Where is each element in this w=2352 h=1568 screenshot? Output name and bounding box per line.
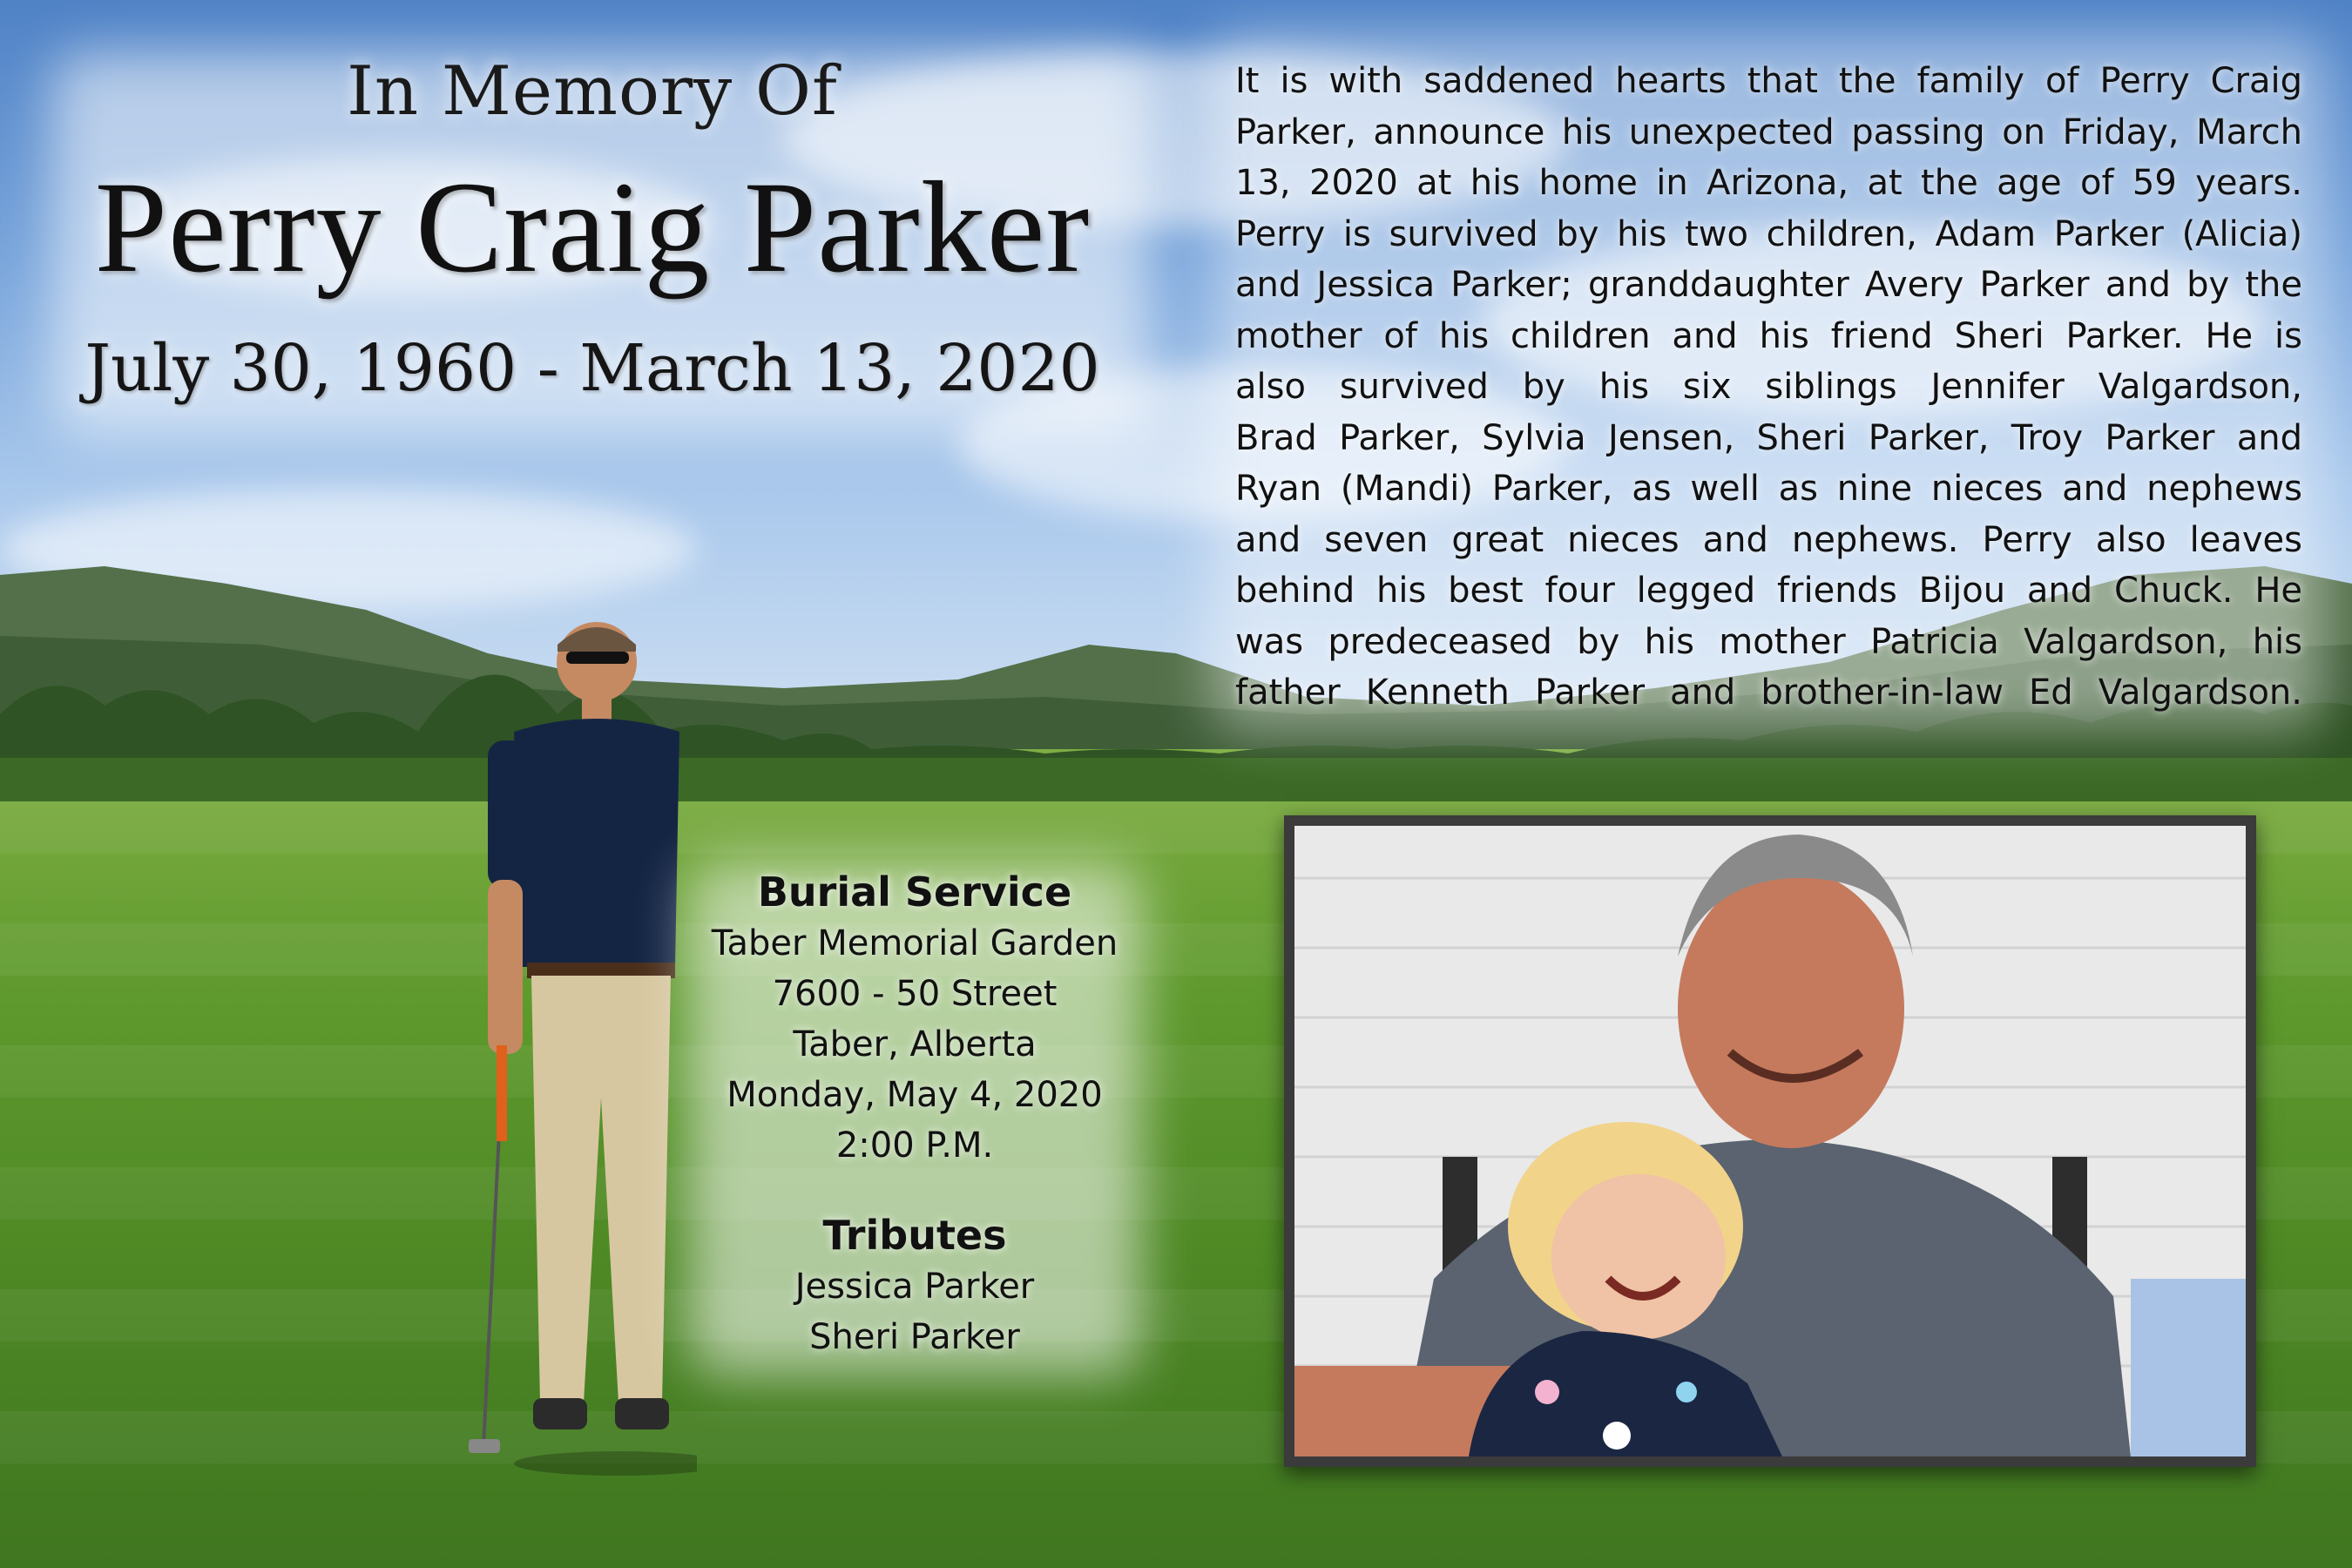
obituary-line: also survived by his six siblings Jennifer Valgardson, bbox=[1235, 367, 2302, 407]
obituary-line: Brad Parker, Sylvia Jensen, Sheri Parker, Troy Parker and bbox=[1235, 417, 2302, 458]
service-venue: Taber Memorial Garden bbox=[711, 923, 1119, 963]
obituary-line: It is with saddened hearts that the family of Perry Craig bbox=[1235, 61, 2302, 101]
deceased-name: Perry Craig Parker bbox=[94, 155, 1091, 300]
obituary-line: and Jessica Parker; granddaughter Avery Parker and by the bbox=[1235, 265, 2302, 305]
tributes-heading: Tributes bbox=[822, 1212, 1007, 1259]
burial-service-heading: Burial Service bbox=[757, 868, 1072, 916]
obituary-line: was predeceased by his mother Patricia Valgardson, his bbox=[1235, 621, 2302, 662]
service-address: 7600 - 50 Street bbox=[772, 974, 1058, 1014]
service-details bbox=[662, 866, 1167, 1362]
golfer-photo bbox=[453, 610, 697, 1481]
obituary-line: and seven great nieces and nephews. Perry also leaves bbox=[1235, 519, 2302, 560]
obituary-text bbox=[1235, 56, 2302, 719]
obituary-line: mother of his children and his friend Sheri Parker. He is bbox=[1235, 315, 2302, 356]
service-city: Taber, Alberta bbox=[793, 1024, 1037, 1064]
obituary-line: 13, 2020 at his home in Arizona, at the age of 59 years. bbox=[1235, 163, 2302, 203]
tribute-name: Jessica Parker bbox=[794, 1267, 1035, 1307]
obituary-line: father Kenneth Parker and brother-in-law Ed Valgardson. bbox=[1235, 672, 2302, 713]
memory-heading: In Memory Of bbox=[347, 52, 838, 131]
family-photo-frame bbox=[1284, 815, 2256, 1467]
obituary-line: Ryan (Mandi) Parker, as well as nine nieces and nephews bbox=[1235, 469, 2302, 509]
obituary-line: Parker, announce his unexpected passing on Friday, March bbox=[1235, 112, 2302, 152]
tribute-name: Sheri Parker bbox=[809, 1317, 1020, 1357]
obituary-line: behind his best four legged friends Bijou and Chuck. He bbox=[1235, 571, 2302, 611]
service-date: Monday, May 4, 2020 bbox=[727, 1075, 1103, 1115]
life-dates: July 30, 1960 - March 13, 2020 bbox=[84, 331, 1100, 406]
obituary-line: Perry is survived by his two children, Adam Parker (Alicia) bbox=[1235, 213, 2302, 254]
service-time: 2:00 P.M. bbox=[835, 1125, 994, 1166]
family-photo bbox=[1294, 826, 2246, 1456]
